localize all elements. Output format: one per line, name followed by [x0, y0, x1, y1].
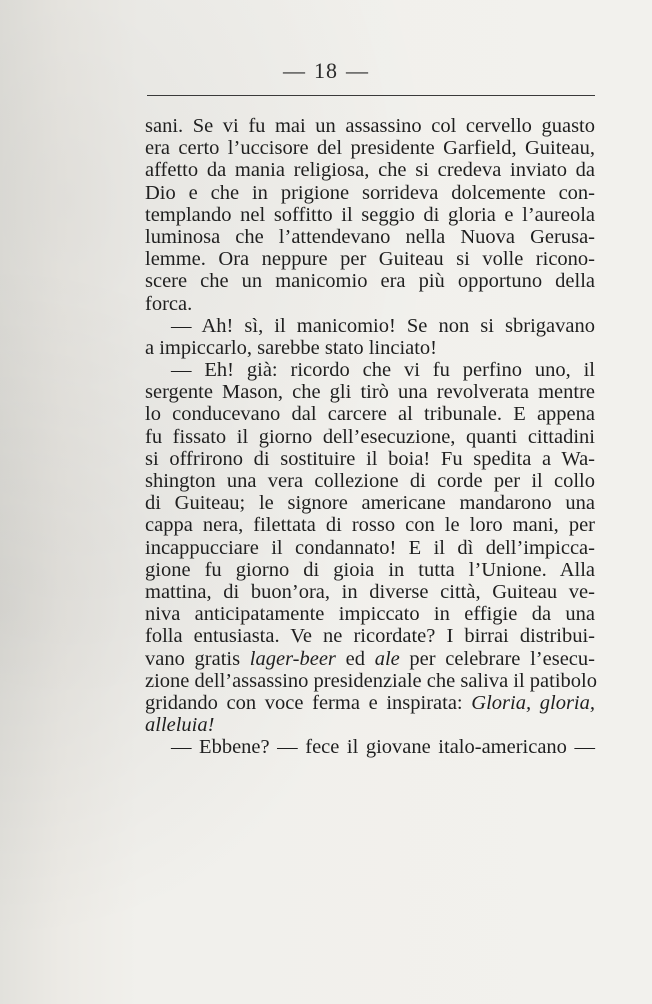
text-line — [145, 603, 595, 625]
text-segment: cappa nera, filettata di rosso con le loro mani, per — [145, 514, 595, 537]
text-segment: si offrirono di sostituire il boia! Fu spedita a Wa- — [145, 447, 595, 470]
text-segment: ed — [335, 647, 375, 670]
text-segment: Dio e che in prigione sorrideva dolcemente con- — [145, 181, 595, 204]
text-line — [145, 159, 595, 181]
text-line — [145, 137, 595, 159]
text-line — [145, 514, 595, 536]
text-segment: — Ebbene? — fece il giovane italo-americano — — [171, 736, 595, 759]
text-segment: fu fissato il giorno dell’esecuzione, quanti cittadini — [145, 425, 595, 448]
text-line — [145, 248, 595, 270]
text-segment: era certo l’uccisore del presidente Garfield, Guiteau, — [145, 137, 595, 160]
text-line — [145, 381, 595, 403]
text-segment: — Ah! sì, il manicomio! Se non si sbrigavano — [171, 314, 595, 337]
text-segment: a impiccarlo, sarebbe stato linciato! — [145, 336, 438, 359]
text-line — [145, 448, 595, 470]
text-line — [145, 426, 595, 448]
text-segment: lo conducevano dal carcere al tribunale. E appena — [145, 403, 595, 426]
text-line — [145, 359, 595, 381]
header-rule — [147, 95, 595, 96]
text-line — [145, 648, 595, 670]
text-segment: luminosa che l’attendevano nella Nuova Gerusa- — [145, 225, 595, 248]
text-segment: vano gratis — [145, 647, 250, 670]
text-segment: scere che un manicomio era più opportuno della — [145, 270, 595, 293]
text-segment: folla entusiasta. Ve ne ricordate? I birrai distribui- — [145, 625, 595, 648]
text-segment: — Eh! già: ricordo che vi fu perfino uno, il — [171, 359, 595, 382]
header-dash-right: — — [346, 58, 369, 83]
text-line — [145, 403, 595, 425]
body-text — [145, 115, 595, 758]
text-segment: mattina, di buon’ora, in diverse città, Guiteau ve- — [145, 580, 595, 603]
text-segment: niva anticipatamente impiccato in effigie da una — [145, 603, 595, 626]
page-header — [0, 58, 652, 84]
text-segment: forca. — [145, 292, 193, 315]
text-segment: incappucciare il condannato! E il dì dell’impicca- — [145, 536, 595, 559]
text-line — [145, 537, 595, 559]
text-segment: shington una vera collezione di corde per il collo — [145, 470, 595, 492]
text-segment: affetto da mania religiosa, che si credeva inviato da — [145, 159, 595, 182]
text-segment: lemme. Ora neppure per Guiteau si volle ricono- — [145, 248, 595, 271]
text-segment: sergente Mason, che gli tirò una revolverata mentre — [145, 381, 595, 404]
italic-text: Gloria, gloria, — [471, 691, 595, 714]
text-segment: gridando con voce ferma e inspirata: — [145, 691, 472, 714]
text-segment: sani. Se vi fu mai un assassino col cervello guasto — [145, 115, 595, 137]
text-line — [145, 736, 595, 758]
text-segment: zione dell’assassino presidenziale che saliva il patibolo — [145, 669, 597, 692]
text-segment: di Guiteau; le signore americane mandarono una — [145, 492, 595, 515]
text-line — [145, 581, 595, 603]
text-line — [145, 293, 595, 315]
text-line — [145, 559, 595, 581]
text-line — [145, 625, 595, 647]
text-line — [145, 714, 595, 736]
text-line — [145, 692, 595, 714]
text-line — [145, 270, 595, 292]
text-line — [145, 115, 595, 137]
text-segment: templando nel soffitto il seggio di gloria e l’aureola — [145, 203, 595, 226]
text-segment: gione fu giorno di gioia in tutta l’Unione. Alla — [145, 558, 595, 581]
text-line — [145, 204, 595, 226]
italic-text: alleluia! — [145, 714, 215, 737]
italic-text: lager-beer — [249, 647, 336, 670]
italic-text: ale — [374, 647, 400, 670]
text-line — [145, 315, 595, 337]
text-line — [145, 182, 595, 204]
text-line — [145, 492, 595, 514]
text-line — [145, 337, 595, 359]
page-number: 18 — [314, 58, 338, 83]
text-line — [145, 470, 595, 492]
header-dash-left: — — [283, 58, 306, 83]
text-line — [145, 226, 595, 248]
text-segment: per celebrare l’esecu- — [399, 647, 595, 670]
text-line — [145, 670, 595, 692]
